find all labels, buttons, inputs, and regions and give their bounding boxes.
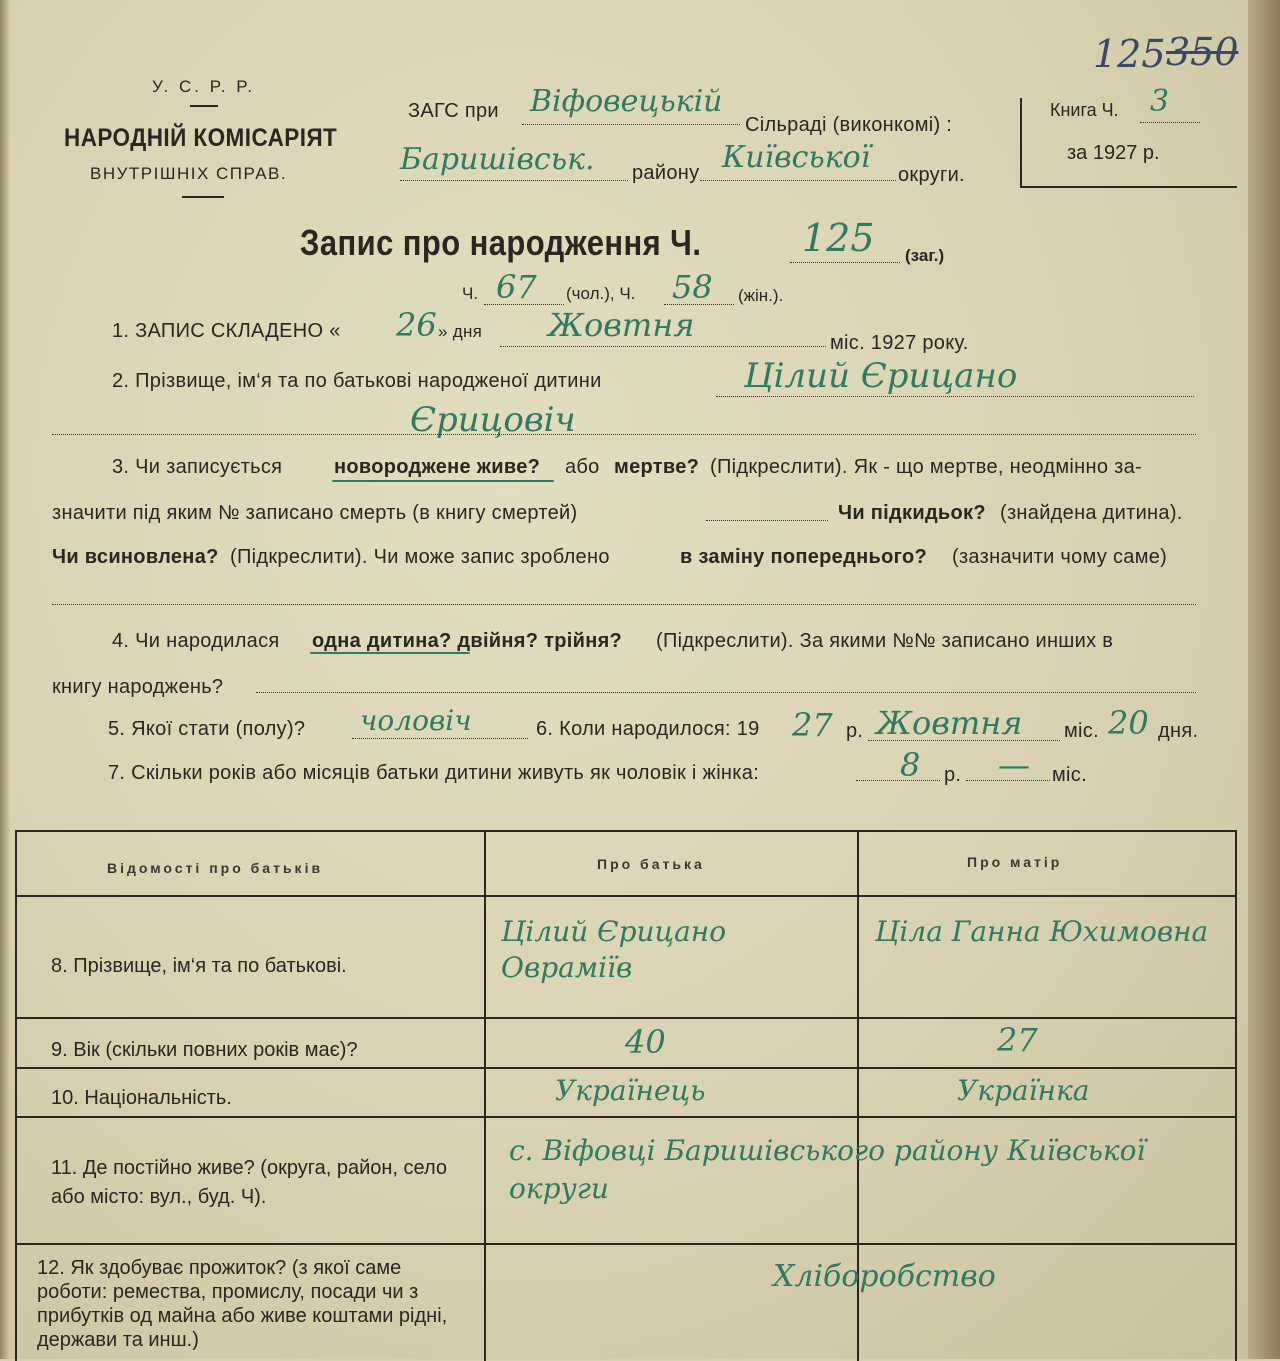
- item3-dead: мертве?: [614, 456, 700, 478]
- book-year-label: за 1927 р.: [1067, 142, 1160, 164]
- table-row-divider-1: [17, 1017, 1235, 1019]
- row10-label: 10. Національність.: [51, 1087, 232, 1109]
- table-header-father: Про батька: [597, 856, 705, 872]
- subnum-male: 67: [496, 268, 537, 306]
- item4-one-underline: [310, 652, 470, 654]
- item6-day: 20: [1108, 704, 1149, 742]
- item4-d: книгу народжень?: [52, 676, 224, 698]
- row8-label: 8. Прізвище, ім‘я та по батькові.: [51, 955, 347, 977]
- zags-prefix: ЗАГС при: [408, 100, 499, 122]
- item7-months: —: [998, 746, 1030, 784]
- item3-adopted: Чи всиновлена?: [52, 546, 219, 568]
- item1-mid: » дня: [438, 322, 483, 341]
- item3-foundling: Чи підкидьок?: [838, 502, 986, 524]
- ministry-label: НАРОДНІЙ КОМІСАРІЯТ: [64, 124, 338, 152]
- row11-father: с. Віфовці Баришівського району Київської округи: [509, 1134, 1146, 1205]
- item6-d: міс.: [1064, 720, 1099, 742]
- header-divider-bottom: [182, 196, 224, 198]
- item6-c: р.: [846, 720, 864, 742]
- page-edge-right: [1248, 0, 1280, 1359]
- zags-village-line: [522, 124, 740, 125]
- item1-label: 1. ЗАПИС СКЛАДЕНО «: [112, 320, 341, 342]
- item3-living-underline: [332, 480, 554, 482]
- corner-number-current: 125: [1093, 32, 1166, 76]
- subnum-female: 58: [672, 268, 713, 306]
- item1-end: міс. 1927 року.: [830, 332, 969, 354]
- republic-label: У. С. Р. Р.: [152, 77, 256, 96]
- item5-sex-line: [352, 738, 528, 739]
- table-row-divider-2: [17, 1067, 1235, 1069]
- book-number: 3: [1150, 84, 1170, 119]
- row8-mother: Ціла Ганна Юхимовна: [875, 915, 1209, 948]
- item3-living: новороджене живе?: [334, 456, 541, 478]
- zags-okrug-suffix: округи.: [898, 164, 965, 186]
- item7-b: р.: [944, 764, 962, 786]
- item7-months-line: [966, 780, 1050, 781]
- corner-number-struck: 350: [1166, 30, 1239, 74]
- item2-child-name-1: Цілий Єрицано: [744, 356, 1018, 396]
- item7-years-line: [856, 780, 940, 781]
- department-label: ВНУТРІШНІХ СПРАВ.: [90, 164, 288, 183]
- subnum-male-label: (чол.), Ч.: [566, 284, 636, 303]
- item4-a: 4. Чи народилася: [112, 630, 280, 652]
- zags-village: Віфовецькій: [530, 84, 723, 119]
- row12-label: 12. Як здобуває прожиток? (з якої саме роботи: ремества, промислу, посади чи з прибутків од майна або живе коштами рідні, держави та инш.): [37, 1257, 448, 1351]
- row9-father: 40: [625, 1023, 666, 1061]
- item3-l: (зазначити чому саме): [952, 546, 1168, 568]
- record-number-suffix: (заг.): [905, 246, 945, 265]
- row10-mother: Українка: [957, 1074, 1090, 1107]
- header-divider-top: [190, 105, 218, 107]
- item2-child-name-2: Єрицовіч: [410, 400, 576, 440]
- item3-reason-line: [52, 604, 1196, 605]
- item6-month-line: [868, 740, 1060, 741]
- item7-years: 8: [900, 746, 921, 784]
- record-number: 125: [802, 216, 875, 260]
- item3-j: (Підкреслити). Чи може запис зроблено: [230, 546, 610, 568]
- item6-month: Жовтня: [876, 704, 1023, 742]
- row12-mother: Хліборобство: [773, 1259, 996, 1294]
- book-label: Книга Ч.: [1050, 100, 1119, 120]
- item3-death-line: [706, 520, 828, 521]
- item4-options: одна дитина? двійня? трійня?: [312, 630, 623, 652]
- item4-line: [256, 692, 1196, 693]
- item3-a: 3. Чи записується: [112, 456, 283, 478]
- item3-e: (Підкреслити). Як - що мертве, неодмінно за-: [710, 456, 1142, 478]
- table-col-divider-1: [484, 832, 486, 1361]
- row9-mother: 27: [997, 1021, 1038, 1059]
- item7-a: 7. Скільки років або місяців батьки дитини живуть як чоловік і жінка:: [108, 762, 760, 784]
- subnum-male-line: [484, 304, 564, 305]
- zags-okrug: Київської: [722, 140, 871, 175]
- zags-village-suffix: Сільраді (виконкомі) :: [745, 114, 953, 136]
- table-row-divider-3: [17, 1116, 1235, 1118]
- subnum-female-label: (жін.).: [738, 286, 784, 305]
- record-number-line: [790, 262, 900, 263]
- row11-label: 11. Де постійно живе? (округа, район, село або місто: вул., буд. Ч).: [51, 1157, 448, 1208]
- item5-sex: чоловіч: [360, 704, 472, 737]
- zags-okrug-line: [700, 180, 896, 181]
- table-header-mother: Про матір: [967, 854, 1063, 870]
- zags-district: Баришівськ.: [400, 142, 595, 177]
- item3-replacement: в заміну попереднього?: [680, 546, 927, 568]
- item5-a: 5. Якої стати (полу)?: [108, 718, 306, 740]
- book-number-line: [1140, 122, 1200, 123]
- item4-c: (Підкреслити). За якими №№ записано инших в: [656, 630, 1114, 652]
- row10-father: Українець: [555, 1074, 706, 1107]
- item3-or: або: [565, 456, 600, 478]
- row9-label: 9. Вік (скільки повних років має)?: [51, 1039, 358, 1061]
- subnum-prefix: Ч.: [462, 284, 479, 303]
- item3-f: значити під яким № записано смерть (в книгу смертей): [52, 502, 578, 524]
- item2-label: 2. Прізвище, ім‘я та по батькові народженої дитини: [112, 370, 602, 392]
- item6-a: 6. Коли народилося: 19: [536, 718, 760, 740]
- record-title: Запис про народження Ч.: [300, 222, 702, 263]
- item1-day: 26: [396, 306, 437, 344]
- table-header-divider: [17, 895, 1235, 897]
- table-row-divider-4: [17, 1243, 1235, 1245]
- item1-month-line: [500, 346, 826, 347]
- page-edge-left: [0, 0, 10, 1359]
- zags-district-suffix: району: [632, 162, 700, 184]
- row8-father: Цілий Єрицано Овраміїв: [501, 915, 727, 984]
- item1-month: Жовтня: [548, 306, 695, 344]
- table-header-info: Відомості про батьків: [107, 860, 324, 876]
- subnum-female-line: [664, 304, 734, 305]
- item2-line-1: [716, 396, 1194, 397]
- item3-h: (знайдена дитина).: [1000, 502, 1183, 524]
- item6-year: 27: [792, 706, 833, 744]
- item6-e: дня.: [1158, 720, 1199, 742]
- item2-line-2: [52, 434, 1196, 435]
- parents-table: [15, 830, 1237, 1361]
- zags-district-line: [400, 180, 628, 181]
- item7-c: міс.: [1052, 764, 1087, 786]
